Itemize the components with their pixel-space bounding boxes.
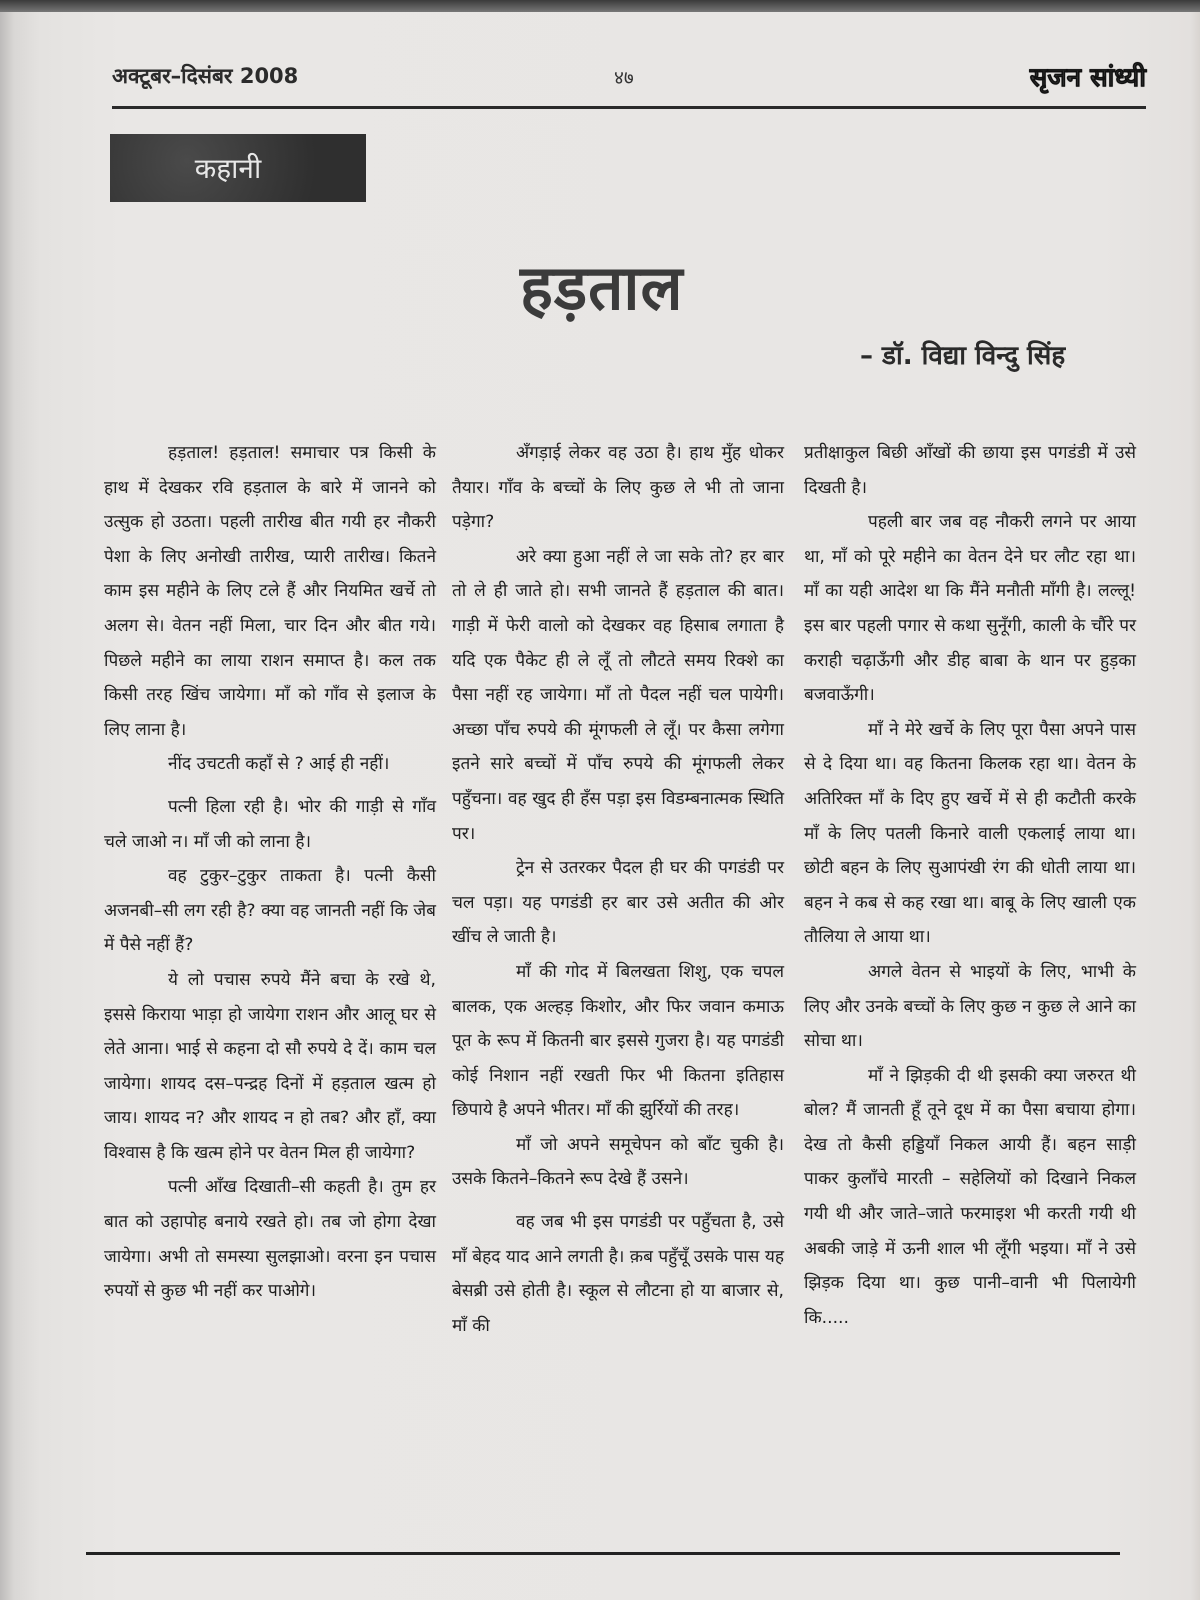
text-column-1 bbox=[104, 436, 436, 1309]
article-author: – डॉ. विद्या विन्दु सिंह bbox=[860, 341, 1066, 371]
paragraph: अरे क्या हुआ नहीं ले जा सके तो? हर बार तो ले ही जाते हो। सभी जानते हैं हड़ताल की बात। गाड़ी में फेरी वालो को देखकर वह हिसाब लगाता है यदि एक पैकेट ही ले लूँ तो लौटते समय रिक्शे का पैसा नहीं रह जायेगा। माँ तो पैदल नहीं चल पायेगी। अच्छा पाँच रुपये की मूंगफली ले लूँ। पर कैसा लगेगा इतने सारे बच्चों में पाँच रुपये की मूंगफली लेकर पहुँचना। वह खुद ही हँस पड़ा इस विडम्बनात्मक स्थिति पर। bbox=[452, 546, 784, 844]
paragraph: अँगड़ाई लेकर वह उठा है। हाथ मुँह धोकर तैयार। गाँव के बच्चों के लिए कुछ ले भी तो जाना पड़ेगा? bbox=[452, 443, 784, 533]
magazine-page bbox=[0, 12, 1200, 1600]
paragraph: माँ की गोद में बिलखता शिशु, एक चपल बालक, एक अल्हड़ किशोर, और फिर जवान कमाऊ पूत के रूप में कितनी बार इससे गुजरा है। यह पगडंडी कोई निशान नहीं रखती फिर भी कितना इतिहास छिपाये है अपने भीतर। माँ की झुर्रियों की तरह। bbox=[452, 961, 784, 1121]
scan-top-edge bbox=[0, 0, 1200, 12]
section-tag bbox=[110, 134, 366, 202]
footer-divider bbox=[86, 1552, 1120, 1555]
paragraph: वह जब भी इस पगडंडी पर पहुँचता है, उसे माँ बेहद याद आने लगती है। क़ब पहुँचूँ उसके पास यह बेसब्री उसे होती है। स्कूल से लौटना हो या बाजार से, माँ की bbox=[452, 1212, 784, 1336]
paragraph: पत्नी आँख दिखाती–सी कहती है। तुम हर बात को उहापोह बनाये रखते हो। तब जो होगा देखा जायेगा। अभी तो समस्या सुलझाओ। वरना इन पचास रुपयों से कुछ भी नहीं कर पाओगे। bbox=[104, 1177, 436, 1302]
paragraph: पहली बार जब वह नौकरी लगने पर आया था, माँ को पूरे महीने का वेतन देने घर लौट रहा था। माँ का यही आदेश था कि मैंने मनौती माँगी है। लल्लू! इस बार पहली पगार से कथा सुनूँगी, काली के चौंरे पर कराही चढ़ाऊँगी और डीह बाबा के थान पर हुड़का बजवाऊँगी। bbox=[804, 512, 1136, 706]
page-number: ४७ bbox=[614, 67, 634, 89]
paragraph: पत्नी हिला रही है। भोर की गाड़ी से गाँव चले जाओ न। माँ जी को लाना है। bbox=[104, 796, 436, 852]
paragraph: माँ ने झिड़की दी थी इसकी क्या जरुरत थी बोल? मैं जानती हूँ तूने दूध में का पैसा बचाया होगा। देख तो कैसी हड्डियाँ निकल आयी हैं। बहन साड़ी पाकर कुलाँचे मारती – सहेलियों को दिखाने निकल गयी थी और जाते–जाते फरमाइश भी करती गयी थी अबकी जाड़े में ऊनी शाल भी लूँगी भइया। माँ ने उसे झिड़क दिया था। कुछ पानी–वानी भी पिलायेगी कि..... bbox=[804, 1065, 1136, 1328]
paragraph: ये लो पचास रुपये मैंने बचा के रखे थे, इससे किराया भाड़ा हो जायेगा राशन और आलू घर से लेते आना। भाई से कहना दो सौ रुपये दे दें। काम चल जायेगा। शायद दस–पन्द्रह दिनों में हड़ताल खत्म हो जाय। शायद न? और शायद न हो तब? और हाँ, क्या विश्वास है कि खत्म होने पर वेतन मिल ही जायेगा? bbox=[104, 969, 436, 1163]
header-divider bbox=[112, 106, 1146, 109]
masthead-logo: सृजन सांध्यी bbox=[1029, 63, 1146, 93]
paragraph: वह टुकुर–टुकुर ताकता है। पत्नी कैसी अजनबी–सी लग रही है? क्या वह जानती नहीं कि जेब में पैसे नहीं हैं? bbox=[104, 866, 436, 956]
paragraph: माँ जो अपने समूचेपन को बाँट चुकी है। उसके कितने–कितने रूप देखे हैं उसने। bbox=[452, 1134, 784, 1190]
paragraph: नींद उचटती कहाँ से ? आई ही नहीं। bbox=[168, 754, 390, 775]
paragraph: माँ ने मेरे खर्चे के लिए पूरा पैसा अपने पास से दे दिया था। वह कितना किलक रहा था। वेतन के अतिरिक्त माँ के दिए हुए खर्चे में से ही कटौती करके माँ के लिए पतली किनारे वाली एकलाई लाया था। छोटी बहन के लिए सुआपंखी रंग की धोती लाया था। बहन ने कब से कह रखा था। बाबू के लिए खाली एक तौलिया ले आया था। bbox=[804, 719, 1136, 948]
issue-date: अक्टूबर–दिसंबर 2008 bbox=[112, 64, 299, 88]
paragraph: ट्रेन से उतरकर पैदल ही घर की पगडंडी पर चल पड़ा। यह पगडंडी हर बार उसे अतीत की ओर खींच ले जाती है। bbox=[452, 858, 784, 948]
text-column-2 bbox=[452, 436, 784, 1343]
text-column-3 bbox=[804, 436, 1136, 1335]
paragraph: हड़ताल! हड़ताल! समाचार पत्र किसी के हाथ में देखकर रवि हड़ताल के बारे में जानने को उत्सुक हो उठता। पहली तारीख बीत गयी हर नौकरी पेशा के लिए अनोखी तारीख, प्यारी तारीख। कितने काम इस महीने के लिए टले हैं और नियमित खर्चे तो अलग से। वेतन नहीं मिला, चार दिन और बीत गये। पिछले महीने का लाया राशन समाप्त है। कल तक किसी तरह खिंच जायेगा। माँ को गाँव से इलाज के लिए लाना है। bbox=[104, 443, 436, 740]
article-title: हड़ताल bbox=[520, 251, 684, 324]
paragraph: अगले वेतन से भाइयों के लिए, भाभी के लिए और उनके बच्चों के लिए कुछ न कुछ ले आने का सोचा था। bbox=[804, 961, 1136, 1052]
paragraph: प्रतीक्षाकुल बिछी आँखों की छाया इस पगडंडी में उसे दिखती है। bbox=[804, 443, 1136, 498]
section-tag-label: कहानी bbox=[194, 152, 262, 185]
